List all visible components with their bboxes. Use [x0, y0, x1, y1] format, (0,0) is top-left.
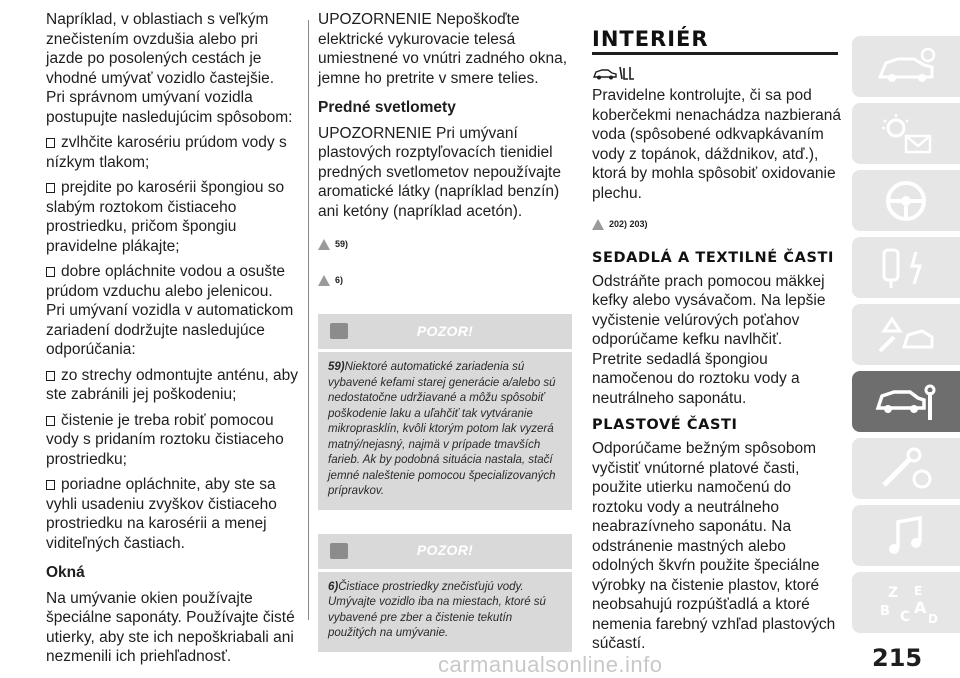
tab-knowing-vehicle[interactable] — [852, 36, 960, 97]
warning-header — [318, 534, 572, 570]
environment-icon — [330, 543, 348, 559]
warning-box — [318, 314, 572, 510]
paragraph: Pri umývaní vozidla v automatickom zariadení dodržujte nasledujúce odporúčania: — [46, 302, 294, 358]
warning-header — [318, 314, 572, 350]
column-left — [46, 10, 298, 667]
tab-emergency[interactable] — [852, 304, 960, 365]
paragraph: Pri správnom umývaní vozidla postupujte nasledujúcim spôsobom: — [46, 89, 293, 126]
warning-reference: 202) 203) — [592, 215, 842, 235]
column-right — [592, 27, 842, 654]
warning-car-icon — [330, 323, 348, 339]
tab-starting-driving[interactable] — [852, 237, 960, 298]
list-item: poriadne opláchnite, aby ste sa vyhli usadeniu zvyškov čistiaceho prostriedku na karosérii a menej viditeľných častiach. — [46, 476, 277, 552]
music-note-icon — [870, 512, 942, 560]
warning-reference: 59) — [318, 235, 572, 255]
warning-title: POZOR! — [416, 542, 474, 559]
tab-technical-data[interactable] — [852, 438, 960, 499]
steering-wheel-icon — [870, 177, 942, 225]
svg-text:B: B — [880, 603, 890, 619]
car-wrench-icon — [870, 378, 942, 426]
page-number: 215 — [872, 644, 923, 672]
checkbox-bullet-icon — [46, 416, 55, 426]
warning-triangle-icon — [318, 275, 330, 286]
heading-rule — [592, 52, 838, 55]
paragraph: Napríklad, v oblastiach s veľkým znečistením ovzdušia alebo pri jazde po posolených cestách je vhodné umývať vozidlo častejšie. — [46, 11, 275, 87]
paragraph: UPOZORNENIE Nepoškoďte elektrické vykurovacie telesá umiestnené vo vnútri zadného okna, jemne ho pretrite v smere telies. — [318, 11, 568, 87]
warning-text: 6)Čistiace prostriedky znečisťujú vody. Umývajte vozidlo iba na miestach, ktoré sú vybavené pre zber a čistenie tekutín použitých na umývanie. — [318, 570, 572, 652]
paragraph: Odstráňte prach pomocou mäkkej kefky alebo vysávačom. Na lepšie vyčistenie velúrových poťahov odporúčame kefku navlhčiť. — [592, 272, 826, 348]
svg-text:C: C — [900, 608, 911, 625]
tab-multimedia[interactable] — [852, 505, 960, 566]
paragraph: Odporúčame bežným spôsobom vyčistiť vnútorné platové časti, použite utierku namočenú do roztoku vody a neutrálneho neabrazívneho saponátu. Na odstránenie mastných alebo odolných škvŕn použite špeciálne výrobky na čistenie plastov, ktoré neobsahujú rozpúšťadlá a ktoré nemenia farebný vzhľad plastových súčastí. — [592, 440, 836, 652]
checkbox-bullet-icon — [46, 480, 55, 490]
section-title-okna: Okná — [46, 564, 85, 581]
checkbox-bullet-icon — [46, 138, 55, 148]
svg-text:D: D — [928, 611, 938, 626]
section-heading-interior: INTERIÉR — [592, 27, 709, 51]
warning-lights-icon — [870, 110, 942, 158]
list-item: prejdite po karosérii špongiou so slabým roztokom čistiaceho prostriedku, pričom špongiu pravidelne plákajte; — [46, 179, 285, 255]
tab-warning-lights[interactable] — [852, 103, 960, 164]
svg-text:A: A — [914, 597, 927, 617]
paragraph: Pretrite sedadlá špongiou namočenou do roztoku vody a neutrálneho saponátu. — [592, 350, 800, 407]
svg-text:Z: Z — [888, 584, 899, 601]
list-item: zvlhčite karosériu prúdom vody s nízkym tlakom; — [46, 134, 287, 171]
column-divider — [308, 20, 309, 620]
warning-text: 59)Niektoré automatické zariadenia sú vybavené kefami starej generácie a/alebo sú nedostatočne udržiavané a môžu spôsobiť poškodenie laku a uľahčiť tak vytváranie mikroprasklín, kvôli ktorým potom lak vyzerá matný/nejasný, najmä v prípade tmavších farieb. Ak by podobná situácia nastala, stačí jemné naleštenie pomocou špecializovaných prípravkov. — [318, 350, 572, 510]
paragraph: Pravidelne kontrolujte, či sa pod koberčekmi nenachádza nazbieraná voda (spôsobené odkvapkávaním vody z topánok, dáždnikov, atď.), ktorá by mohla spôsobiť oxidovanie plechu. — [592, 87, 842, 202]
watermark: carmanualsonline.info — [438, 652, 663, 677]
checkbox-bullet-icon — [46, 371, 55, 381]
svg-text:E: E — [914, 583, 923, 598]
key-icon — [870, 244, 942, 292]
car-maintenance-icon — [592, 65, 636, 87]
column-middle — [318, 10, 572, 652]
list-item: čistenie je treba robiť pomocou vody s pridaním roztoku čistiaceho prostriedku; — [46, 411, 284, 468]
section-heading-seats: SEDADLÁ A TEXTILNÉ ČASTI — [592, 249, 835, 266]
paragraph: Na umývanie okien používajte špeciálne saponáty. Používajte čisté utierky, aby ste ich nepoškriabali ani nezmenili ich priehľadnosť. — [46, 589, 295, 665]
wrench-gear-icon — [870, 445, 942, 493]
list-item: zo strechy odmontujte anténu, aby ste zabránili jej poškodeniu; — [46, 366, 298, 403]
section-heading-plastic: PLASTOVÉ ČASTI — [592, 417, 738, 433]
tab-maintenance[interactable] — [852, 371, 960, 432]
section-title-headlights: Predné svetlomety — [318, 99, 456, 116]
warning-triangle-icon — [318, 239, 330, 250]
alphabet-index-icon — [870, 579, 942, 627]
roadside-icon — [870, 311, 942, 359]
paragraph: UPOZORNENIE Pri umývaní plastových rozptyľovacích tienidiel predných svetlometov nepoužívajte aromatické látky (napríklad benzín) ani ketóny (napríklad acetón). — [318, 124, 561, 220]
warning-box — [318, 534, 572, 652]
warning-title: POZOR! — [416, 322, 474, 339]
checkbox-bullet-icon — [46, 183, 55, 193]
warning-triangle-icon — [592, 219, 604, 230]
tab-safety[interactable] — [852, 170, 960, 231]
chapter-tabs — [852, 36, 960, 639]
checkbox-bullet-icon — [46, 267, 55, 277]
list-item: dobre opláchnite vodou a osušte prúdom vzduchu alebo jelenicou. — [46, 263, 286, 300]
tab-index[interactable] — [852, 572, 960, 633]
car-dashboard-icon — [870, 43, 942, 91]
warning-reference: 6) — [318, 271, 572, 291]
